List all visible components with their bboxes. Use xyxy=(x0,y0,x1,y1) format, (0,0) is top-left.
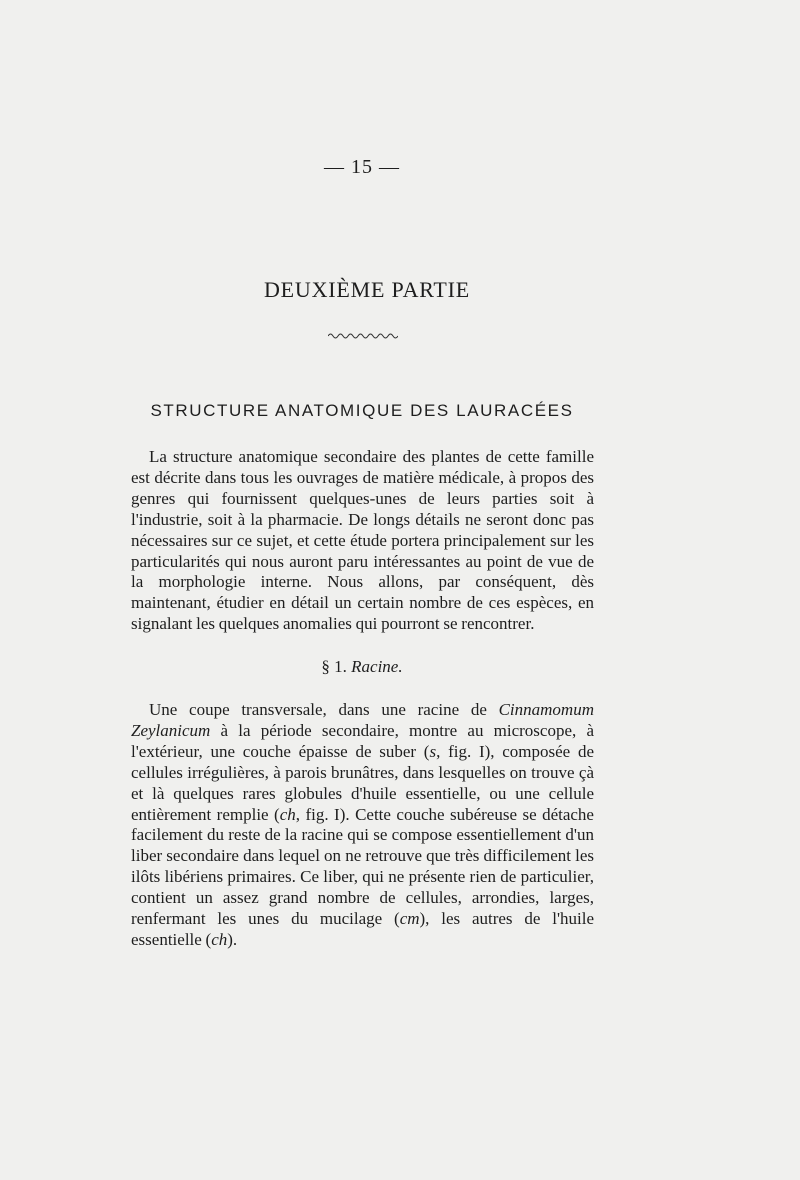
decorative-rule xyxy=(328,330,398,340)
abbreviation: ch xyxy=(211,929,228,949)
subsection-heading xyxy=(0,657,724,677)
page-number: — 15 — xyxy=(324,156,400,178)
part-title: DEUXIÈME PARTIE xyxy=(263,277,471,302)
subsection-title: Racine. xyxy=(351,657,403,676)
paragraph-text: à la période secondaire, montre au microscope, à l'extérieur, une couche épaisse de suber ( xyxy=(131,720,594,761)
paragraph-text: Une coupe transversale, dans une racine de xyxy=(149,700,499,719)
paragraph-racine xyxy=(131,700,594,951)
paragraph-text: , fig. I), composée de cellules irrégulières, à parois brunâtres, dans lesquelles on trouve çà et là quelques rares globules d'huile essentielle, ou une cellule entièrement remplie ( xyxy=(131,741,595,824)
paragraph-text: , fig. I). Cette couche subéreuse se détache facilement du reste de la racine qui se compose essentiellement d'un liber secondaire dans lequel on ne retrouve que très difficilement les ilôts libériens primaires. Ce liber, qui ne présente rien de particulier, contient un assez grand nombre de cellules, arrondies, larges, renfermant les unes du mucilage ( xyxy=(131,804,594,929)
subsection-number: § 1. xyxy=(321,657,347,676)
abbreviation: ch xyxy=(279,804,296,824)
abbreviation: s xyxy=(429,741,437,761)
abbreviation: cm xyxy=(399,909,420,929)
paragraph-text: ). xyxy=(227,929,238,949)
species-name: Cinnamomum Zeylanicum xyxy=(131,700,594,740)
section-heading: STRUCTURE ANATOMIQUE DES LAURACÉES xyxy=(150,401,574,420)
paragraph-text: ), les autres de l'huile essentielle ( xyxy=(131,909,595,949)
paragraph-intro: La structure anatomique secondaire des plantes de cette famille est décrite dans tous les ouvrages de matière médicale, à propos des genres qui fournissent quelques-unes de leurs parties soit à l'industrie, soit à la pharmacie. De longs détails ne seront donc pas nécessaires sur ce sujet, et cette étude portera principalement sur les particularités qui nous auront paru intéressantes au point de vue de la morphologie interne. Nous allons, par conséquent, dès maintenant, étudier en détail un certain nombre de ces espèces, en signalant les quelques anomalies qui pourront se rencontrer. xyxy=(131,447,594,634)
